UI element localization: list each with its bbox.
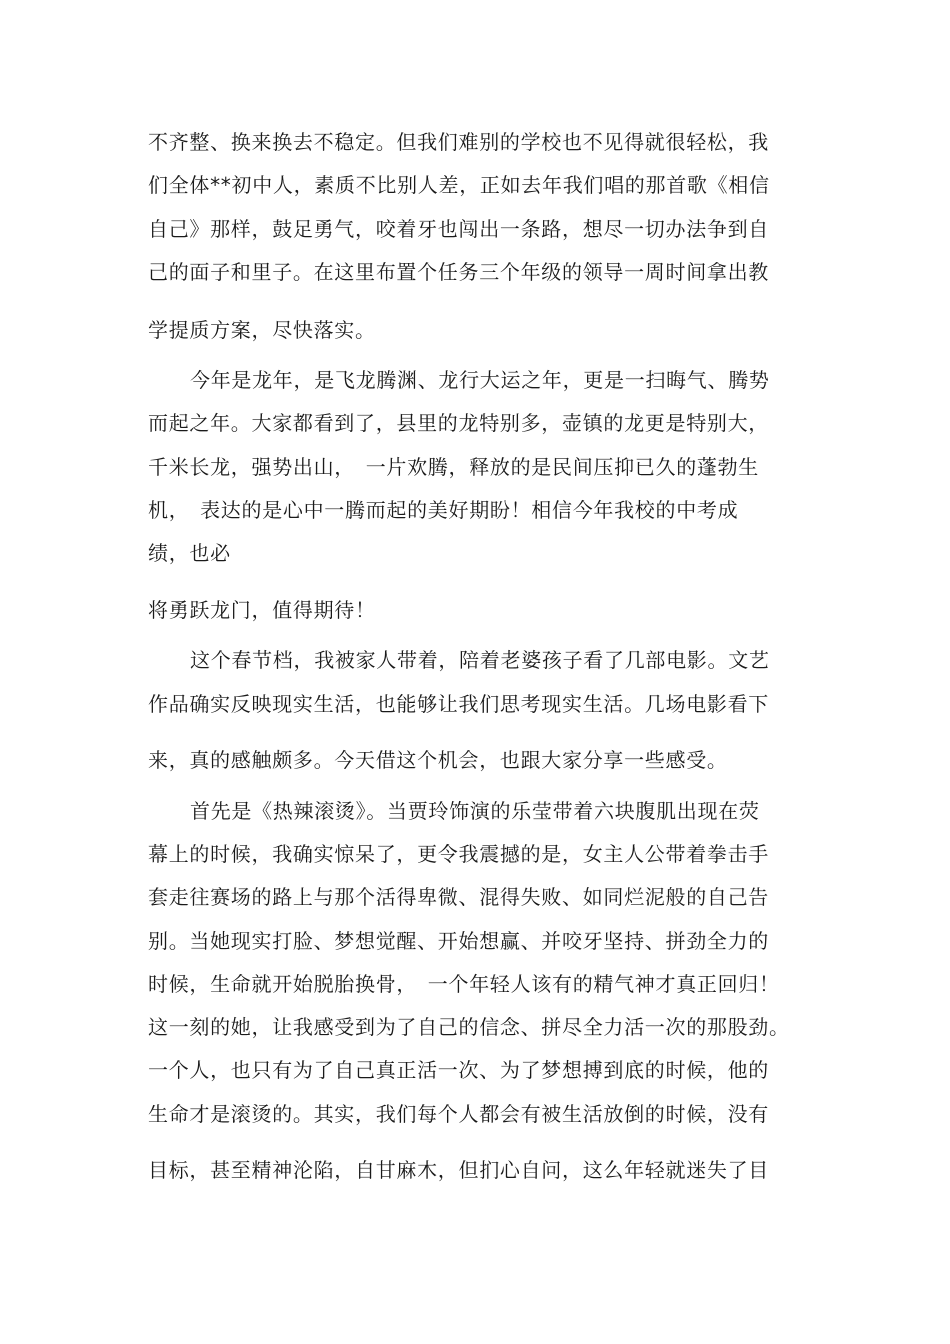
text-line: 生命才是滚烫的。其实，我们每个人都会有被生活放倒的时候，没有 (148, 1102, 769, 1126)
paragraph-first-line: 首先是《热辣滚烫》。当贾玲饰演的乐莹带着六块腹肌出现在荧 (190, 799, 760, 823)
paragraph-first-line: 今年是龙年，是飞龙腾渊、龙行大运之年，更是一扫晦气、腾势 (190, 368, 770, 392)
text-line: 时候，生命就开始脱胎换骨， 一个年轻人该有的精气神才真正回归！ (148, 972, 780, 996)
text-line: 机， 表达的是心中一腾而起的美好期盼！相信今年我校的中考成 (148, 498, 739, 522)
text-line: 别。当她现实打脸、梦想觉醒、开始想赢、并咬牙坚持、拼劲全力的 (148, 929, 769, 953)
text-line: 目标，甚至精神沦陷，自甘麻木，但扪心自问，这么年轻就迷失了目 (148, 1158, 769, 1182)
paragraph-first-line: 这个春节档，我被家人带着，陪着老婆孩子看了几部电影。文艺 (190, 648, 770, 672)
text-line: 将勇跃龙门，值得期待！ (148, 598, 376, 622)
text-line: 而起之年。大家都看到了，县里的龙特别多，壶镇的龙更是特别大， (148, 411, 769, 435)
text-line: 一个人，也只有为了自己真正活一次、为了梦想搏到底的时候，他的 (148, 1058, 769, 1082)
text-line: 幕上的时候，我确实惊呆了，更令我震撼的是，女主人公带着拳击手 (148, 842, 769, 866)
text-line: 不齐整、换来换去不稳定。但我们难别的学校也不见得就很轻松，我 (148, 130, 769, 154)
text-line: 千米长龙，强势出山， 一片欢腾，释放的是民间压抑已久的蓬勃生 (148, 455, 759, 479)
text-line: 己的面子和里子。在这里布置个任务三个年级的领导一周时间拿出教 (148, 260, 769, 284)
text-line: 来，真的感触颇多。今天借这个机会，也跟大家分享一些感受。 (148, 748, 728, 772)
text-line: 作品确实反映现实生活，也能够让我们思考现实生活。几场电影看下 (148, 692, 769, 716)
text-line: 们全体**初中人，素质不比别人差，正如去年我们唱的那首歌《相信 (148, 173, 770, 197)
text-line: 自己》那样，鼓足勇气，咬着牙也闯出一条路，想尽一切办法争到自 (148, 217, 769, 241)
text-line: 绩，也必 (148, 541, 231, 565)
text-line: 学提质方案，尽快落实。 (148, 318, 376, 342)
text-line: 套走往赛场的路上与那个活得卑微、混得失败、如同烂泥般的自己告 (148, 885, 769, 909)
text-line: 这一刻的她，让我感受到为了自己的信念、拼尽全力活一次的那股劲。 (148, 1015, 790, 1039)
